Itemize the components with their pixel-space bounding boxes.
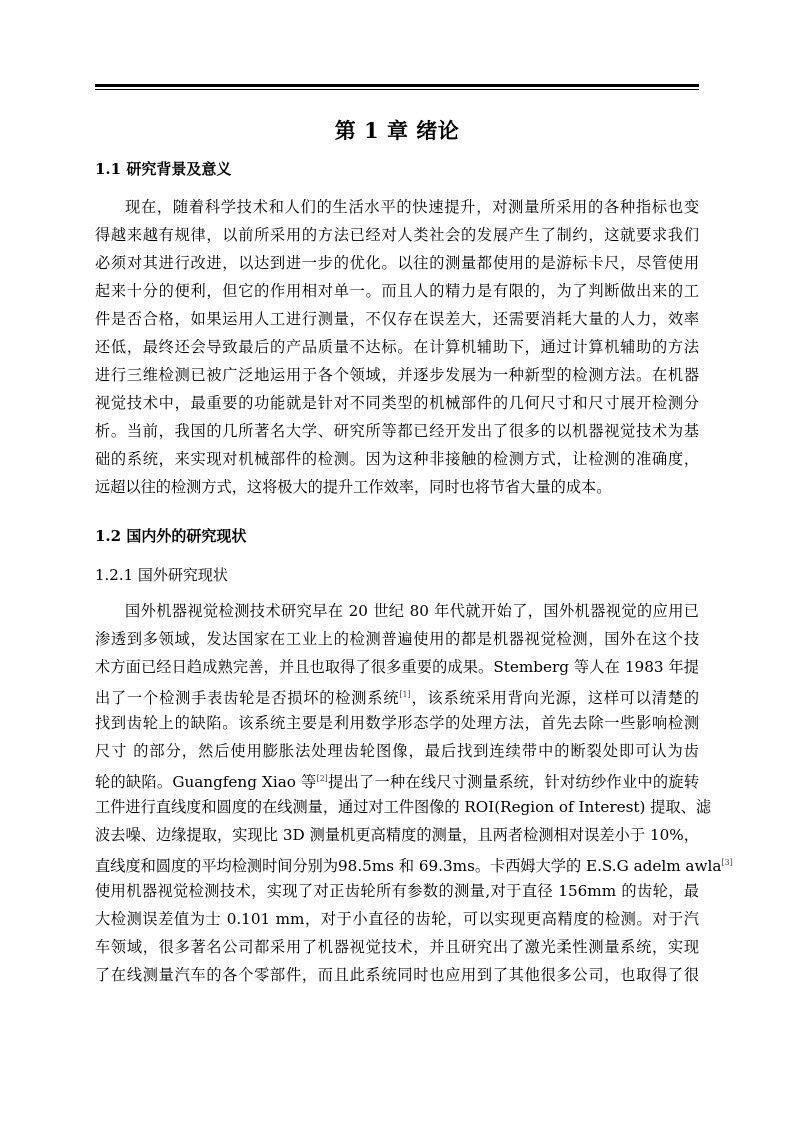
paragraph-line: 析。当前，我国的几所著名大学、研究所等都已经开发出了很多的以机器视觉技术为基 <box>95 422 699 440</box>
paragraph-line: 还低，最终还会导致最后的产品质量不达标。在计算机辅助下，通过计算机辅助的方法 <box>95 338 699 356</box>
text-run: ，该系统采用背向光源，这样可以清楚的 <box>410 689 700 707</box>
paragraph-line <box>95 765 699 793</box>
text-run: 提出了一种在线尺寸测量系统，针对纺纱作业中的旋转 <box>327 773 700 791</box>
paragraph-line: 现在，随着科学技术和人们的生活水平的快速提升，对测量所采用的各种指标也变 <box>125 198 699 216</box>
paragraph-line: 必须对其进行改进，以达到进一步的优化。以往的测量都使用的是游标卡尺，尽管使用 <box>95 254 699 272</box>
paragraph-line: 渗透到多领域，发达国家在工业上的检测普遍使用的都是机器视觉检测，国外在这个技 <box>95 630 699 648</box>
paragraph-line: 波去噪、边缘提取，实现比 3D 测量机更高精度的测量，且两者检测相对误差小于 10%， <box>95 826 699 844</box>
text-run: 直线度和圆度的平均检测时间分别为98.5ms 和 69.3ms。卡西姆大学的 E.S.G adelm awla <box>95 857 722 875</box>
paragraph-line: 视觉技术中，最重要的功能就是针对不同类型的机械部件的几何尺寸和尺寸展开检测分 <box>95 394 699 412</box>
text-run: 轮的缺陷。Guangfeng Xiao 等 <box>95 773 317 791</box>
text-run: 出了一个检测手表齿轮是否损坏的检测系统 <box>95 689 400 707</box>
paragraph-foreign-research <box>95 597 733 989</box>
paragraph-line: 术方面已经日趋成熟完善，并且也取得了很多重要的成果。Stemberg 等人在 1983 年提 <box>95 658 699 676</box>
paragraph-line: 大检测误差值为士 0.101 mm，对于小直径的齿轮，可以实现更高精度的检测。对于汽 <box>95 910 699 928</box>
chapter-title: 第 1 章 绪论 <box>334 118 460 143</box>
paragraph-line: 尺寸 的部分，然后使用膨胀法处理齿轮图像，最后找到连续带中的断裂处即可认为齿 <box>95 742 699 760</box>
paragraph-line: 件是否合格，如果运用人工进行测量，不仅存在误差大，还需要消耗大量的人力，效率 <box>95 310 699 328</box>
citation-ref: [1] <box>399 690 411 699</box>
paragraph-line <box>95 849 733 877</box>
paragraph-line <box>95 681 699 709</box>
section-heading-1-1: 1.1 研究背景及意义 <box>95 160 232 178</box>
section-heading-1-2: 1.2 国内外的研究现状 <box>95 527 247 545</box>
paragraph-line: 远超以往的检测方式，这将极大的提升工作效率，同时也将节省大量的成本。 <box>95 478 612 496</box>
paragraph-background <box>95 193 699 501</box>
citation-ref: [2] <box>316 774 328 783</box>
paragraph-line: 国外机器视觉检测技术研究早在 20 世纪 80 年代就开始了，国外机器视觉的应用已 <box>125 602 699 620</box>
paragraph-line: 车领域，很多著名公司都采用了机器视觉技术，并且研究出了激光柔性测量系统，实现 <box>95 938 699 956</box>
header-rule <box>95 84 699 90</box>
subsection-heading-1-2-1: 1.2.1 国外研究现状 <box>95 566 228 584</box>
paragraph-line: 础的系统，来实现对机械部件的检测。因为这种非接触的检测方式，让检测的准确度， <box>95 450 699 468</box>
paragraph-line: 得越来越有规律，以前所采用的方法已经对人类社会的发展产生了制约，这就要求我们 <box>95 226 699 244</box>
paragraph-line: 工件进行直线度和圆度的在线测量，通过对工件图像的 ROI(Region of Interest) 提取、滤 <box>95 798 712 816</box>
paragraph-line: 使用机器视觉检测技术，实现了对正齿轮所有参数的测量,对于直径 156mm 的齿轮，最 <box>95 882 699 900</box>
paragraph-line: 了在线测量汽车的各个零部件，而且此系统同时也应用到了其他很多公司，也取得了很 <box>95 966 699 984</box>
paragraph-line: 找到齿轮上的缺陷。该系统主要是利用数学形态学的处理方法，首先去除一些影响检测 <box>95 714 699 732</box>
paragraph-line: 起来十分的便利，但它的作用相对单一。而且人的精力是有限的，为了判断做出来的工 <box>95 282 699 300</box>
citation-ref: [3] <box>721 858 733 867</box>
paragraph-line: 进行三维检测已被广泛地运用于各个领域，并逐步发展为一种新型的检测方法。在机器 <box>95 366 699 384</box>
